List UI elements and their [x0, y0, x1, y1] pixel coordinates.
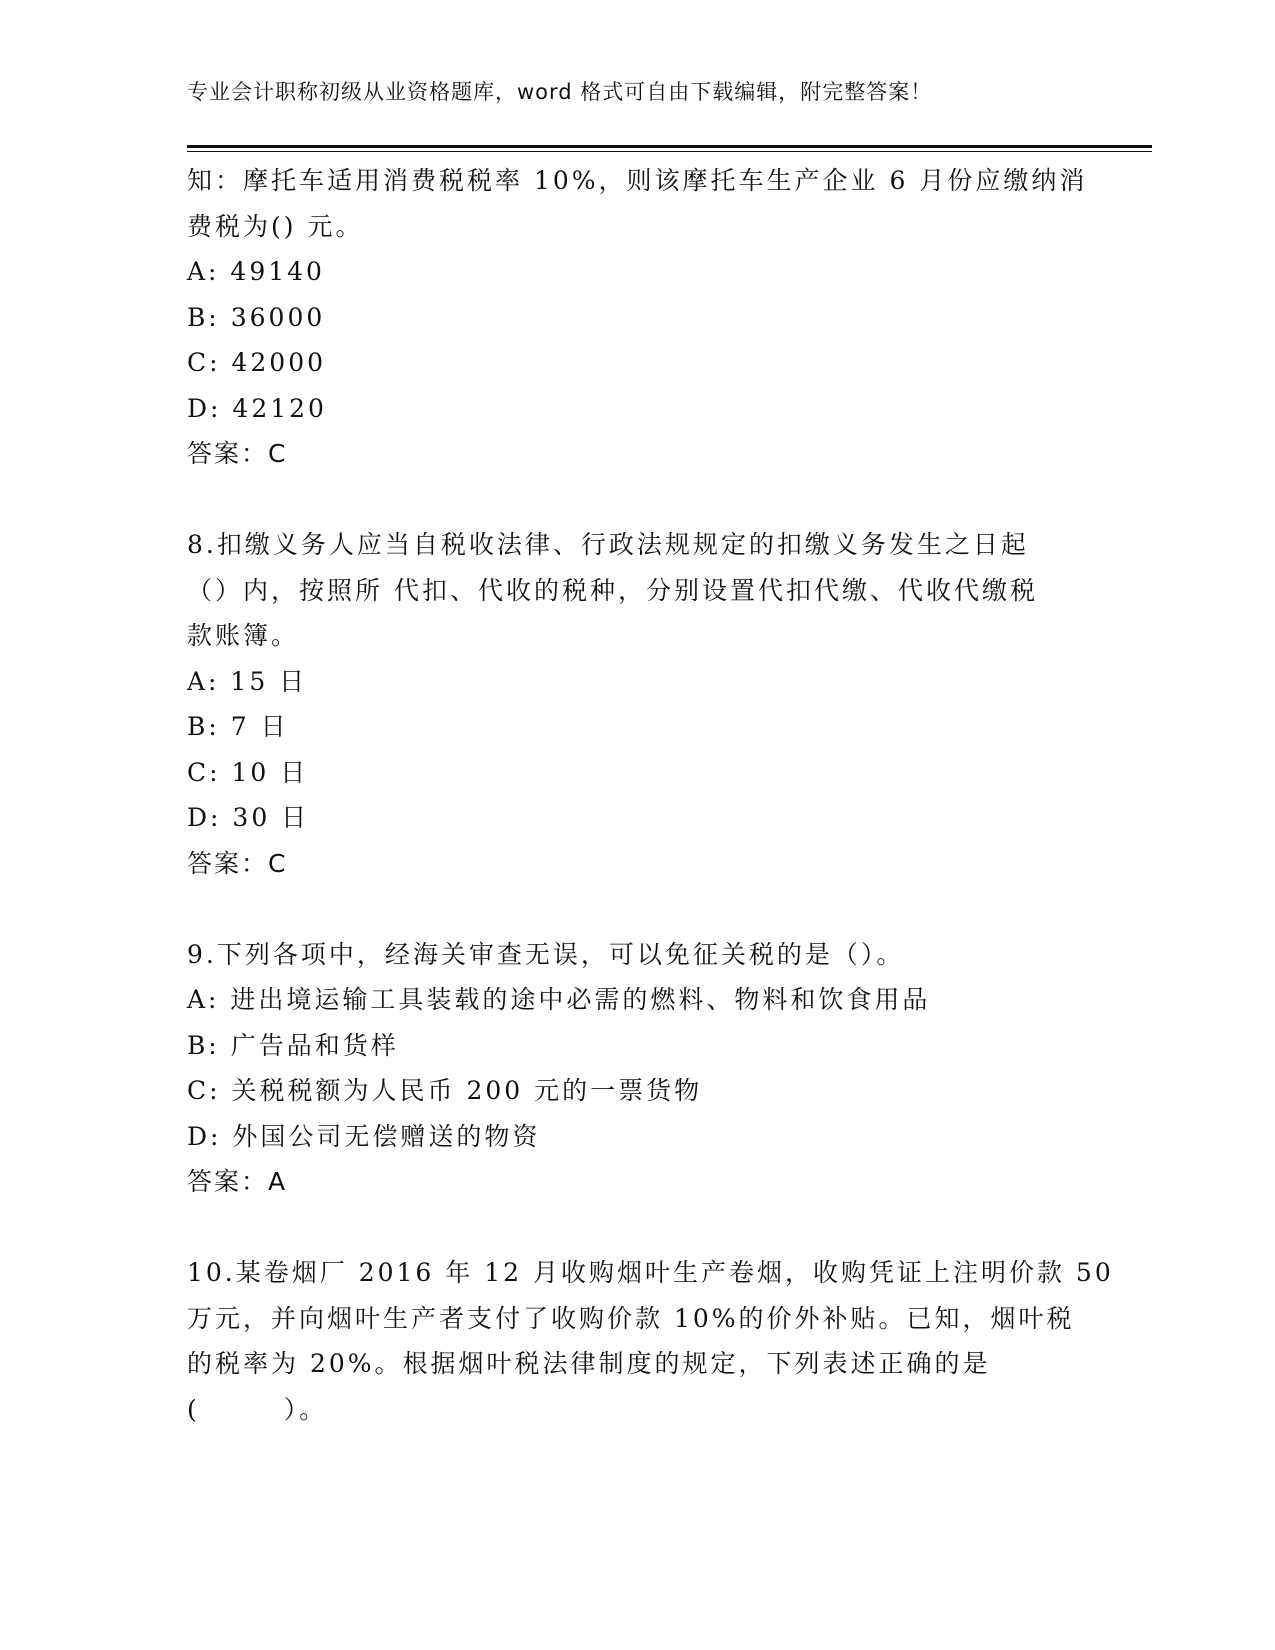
spacer	[187, 886, 1087, 932]
page-header: 专业会计职称初级从业资格题库，word 格式可自由下载编辑，附完整答案！	[187, 80, 933, 104]
question-stem-line: 8.扣缴义务人应当自税收法律、行政法规规定的扣缴义务发生之日起	[187, 530, 1029, 559]
option-d: D: 42120	[187, 393, 327, 423]
question-stem-line: 款账簿。	[187, 621, 300, 650]
question-8	[187, 522, 1087, 886]
question-10	[187, 1250, 1114, 1432]
spacer	[187, 1205, 1087, 1251]
question-stem-line: ( ）。	[187, 1394, 328, 1424]
option-c: C: 10 日	[187, 757, 309, 787]
question-stem-line: 知：摩托车适用消费税税率 10%，则该摩托车生产企业 6 月份应缴纳消	[187, 166, 1088, 195]
option-a: A: 进出境运输工具装载的途中必需的燃料、物料和饮食用品	[187, 985, 931, 1014]
option-d: D: 外国公司无偿赠送的物资	[187, 1121, 541, 1151]
question-stem-line: 9.下列各项中，经海关审查无误，可以免征关税的是（）。	[187, 939, 905, 969]
header-rule-thin	[187, 151, 1152, 152]
question-content	[187, 158, 1114, 1432]
option-c: C: 42000	[187, 348, 327, 377]
question-stem-line: 10.某卷烟厂 2016 年 12 月收购烟叶生产卷烟，收购凭证上注明价款 50	[187, 1258, 1114, 1287]
question-7	[187, 158, 1087, 477]
answer: 答案：A	[187, 1167, 288, 1196]
question-stem-line: 万元，并向烟叶生产者支付了收购价款 10%的价外补贴。已知，烟叶税	[187, 1303, 1075, 1333]
question-stem-line: 的税率为 20%。根据烟叶税法律制度的规定，下列表述正确的是	[187, 1349, 991, 1378]
answer: 答案：C	[187, 439, 288, 468]
header-rule-thick	[187, 145, 1152, 148]
option-b: B: 广告品和货样	[187, 1030, 399, 1060]
question-stem-line: 费税为() 元。	[187, 211, 364, 241]
option-a: A: 15 日	[187, 666, 308, 696]
option-a: A: 49140	[187, 257, 325, 286]
option-b: B: 7 日	[187, 712, 289, 741]
option-b: B: 36000	[187, 302, 326, 332]
option-d: D: 30 日	[187, 803, 310, 832]
spacer	[187, 477, 1087, 523]
question-9	[187, 932, 1087, 1205]
answer: 答案：C	[187, 848, 288, 878]
question-stem-line: （）内，按照所 代扣、代收的税种，分别设置代扣代缴、代收代缴税	[187, 575, 1038, 605]
option-c: C: 关税税额为人民币 200 元的一票货物	[187, 1076, 703, 1105]
